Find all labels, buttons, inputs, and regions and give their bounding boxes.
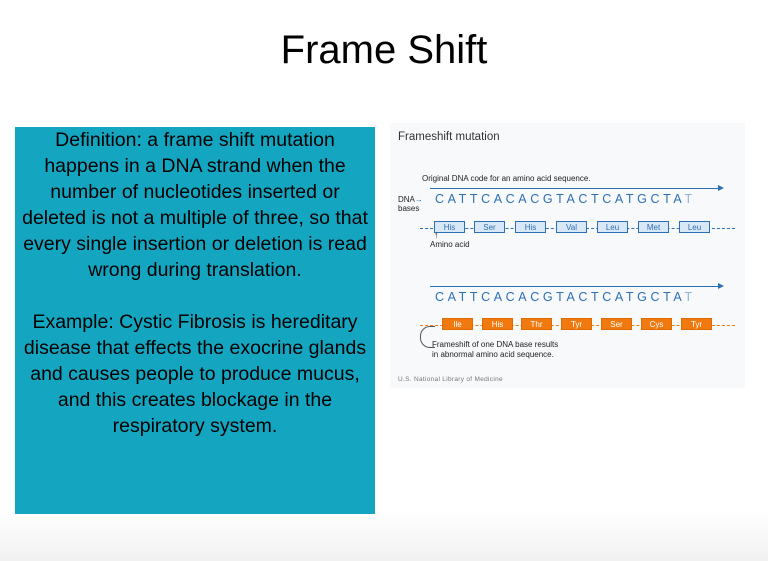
frameshift-note-line2: in abnormal amino acid sequence. [432, 350, 554, 359]
arrow-icon [718, 185, 724, 191]
amino-acid-box: Leu [597, 221, 628, 233]
dna-strand-line [430, 286, 720, 287]
frameshift-note [432, 340, 558, 360]
amino-acid-box: Ser [474, 221, 505, 233]
amino-acid-box: Tyr [681, 318, 712, 330]
slide-background-footer [0, 511, 768, 561]
figure-subtitle: Original DNA code for an amino acid sequence. [422, 174, 591, 183]
amino-acid-box: His [434, 221, 465, 233]
dna-sequence-last: T [684, 192, 696, 206]
amino-acid-box: Cys [641, 318, 672, 330]
amino-acid-box: Ile [442, 318, 473, 330]
dna-sequence-last: T [684, 290, 696, 304]
right-arrow-icon: → [414, 195, 423, 204]
dna-label-line1: DNA [398, 195, 415, 204]
amino-acid-label: Amino acid [430, 240, 470, 249]
amino-acid-box: Leu [679, 221, 710, 233]
amino-acid-box: Ser [601, 318, 632, 330]
example-text: Example: Cystic Fibrosis is hereditary disease that effects the exocrine glands and causes people to produce mucus, and this creates blockage in the respiratory system. [23, 311, 367, 437]
dna-sequence-shifted [435, 290, 696, 304]
up-arrow-icon: ↑ [434, 230, 439, 240]
amino-acid-box: Met [638, 221, 669, 233]
arrow-icon [718, 283, 724, 289]
text-box [15, 127, 375, 514]
dna-label-line2: bases [398, 204, 420, 213]
amino-acid-box: Val [556, 221, 587, 233]
amino-acid-box: His [482, 318, 513, 330]
shifted-amino-acid-row [420, 318, 735, 332]
original-amino-acid-row [420, 221, 735, 235]
amino-acid-box: Tyr [561, 318, 592, 330]
dna-bases-label [398, 195, 423, 213]
dna-sequence-main: CATTCACACGTACTCATGCTA [435, 290, 685, 304]
slide-title: Frame Shift [280, 28, 488, 72]
dna-sequence-original [435, 192, 696, 206]
dna-sequence-main: CATTCACACGTACTCATGCTA [435, 192, 685, 206]
figure-credit: U.S. National Library of Medicine [398, 376, 503, 383]
frameshift-figure [390, 123, 745, 388]
figure-title: Frameshift mutation [398, 131, 500, 143]
amino-acid-box: His [515, 221, 546, 233]
dna-strand-line [430, 188, 720, 189]
frameshift-note-line1: Frameshift of one DNA base results [432, 340, 559, 349]
definition-text: Definition: a frame shift mutation happens in a DNA strand when the number of nucleotides inserted or deleted is not a multiple of three, so that every single insertion or deletion is read wrong during translation. [22, 129, 368, 281]
amino-acid-box: Thr [521, 318, 552, 330]
